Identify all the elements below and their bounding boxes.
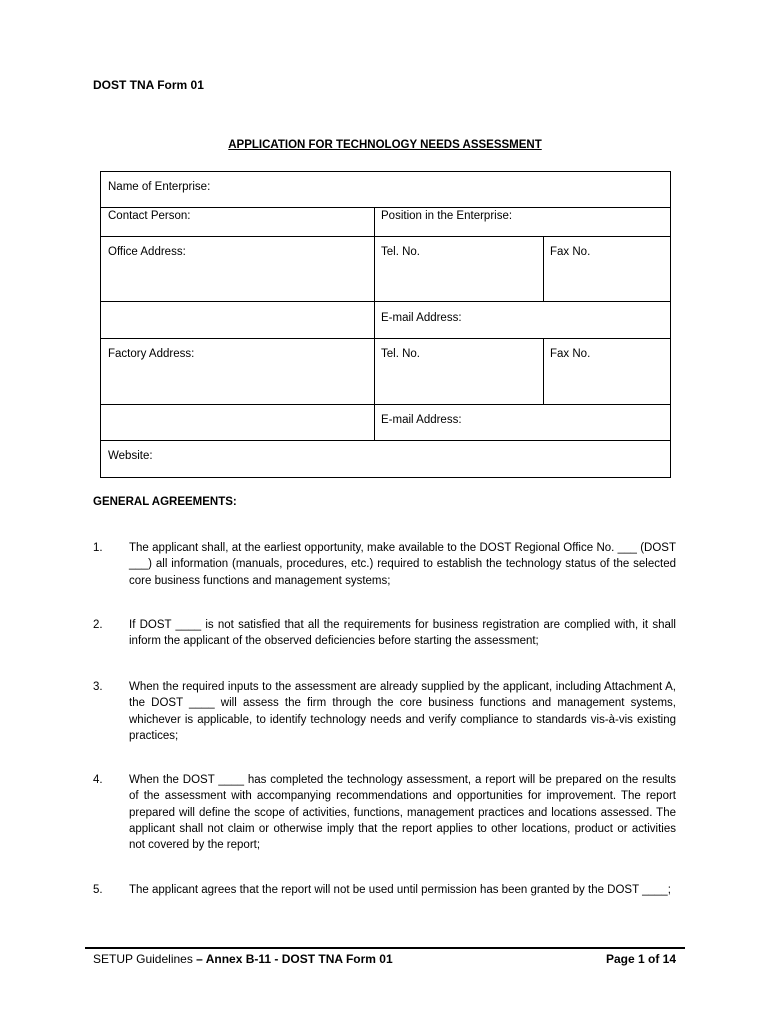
agreement-number: 4.: [93, 774, 103, 786]
table-rule: [101, 301, 374, 302]
table-rule: [101, 440, 670, 441]
agreement-text: When the DOST ____ has completed the technology assessment, a report will be prepared on the results of the assessment with accompanying recommendations and opportunities for improvement. The report prepared will define the scope of activities, functions, management practices and locations assessed. The applicant shall not claim or otherwise imply that the report applies to other locations, product or activities not covered by the report;: [129, 774, 676, 852]
agreement-item: [93, 772, 676, 853]
form-id: DOST TNA Form 01: [93, 78, 204, 92]
page-number: Page 1 of 14: [605, 952, 676, 966]
contact-person-field[interactable]: Contact Person:: [108, 210, 191, 222]
agreement-item: [93, 882, 676, 898]
agreement-number: 1.: [93, 542, 103, 554]
agreement-item: [93, 540, 676, 589]
agreement-text: The applicant agrees that the report will not be used until permission has been granted by the DOST ____;: [129, 884, 671, 896]
table-rule: [101, 404, 374, 405]
agreement-text: If DOST ____ is not satisfied that all the requirements for business registration are complied with, it shall inform the applicant of the observed deficiencies before starting the assessment;: [129, 619, 676, 648]
table-rule: [374, 404, 670, 405]
website-field[interactable]: Website:: [108, 450, 153, 462]
name-of-enterprise-field[interactable]: Name of Enterprise:: [108, 181, 211, 193]
factory-tel-field[interactable]: Tel. No.: [381, 348, 420, 360]
footer-ref-plain: SETUP Guidelines: [93, 952, 197, 966]
office-tel-field[interactable]: Tel. No.: [381, 246, 420, 258]
agreement-item: [93, 617, 676, 650]
factory-fax-field[interactable]: Fax No.: [550, 348, 591, 360]
enterprise-info-table: [100, 171, 671, 478]
table-rule: [374, 207, 375, 440]
agreement-item: [93, 679, 676, 744]
agreement-number: 3.: [93, 681, 103, 693]
office-address-field[interactable]: Office Address:: [108, 246, 186, 258]
table-rule: [101, 236, 670, 237]
table-rule: [101, 207, 670, 208]
agreement-text: When the required inputs to the assessment are already supplied by the applicant, including Attachment A, the DOST ____ will assess the firm through the core business functions and management systems, whichever is applicable, to identify technology needs and verify compliance to standards vis-à-vis existing practices;: [129, 681, 676, 742]
agreement-number: 5.: [93, 884, 103, 896]
factory-email-field[interactable]: E-mail Address:: [381, 414, 462, 426]
table-rule: [543, 236, 544, 301]
office-fax-field[interactable]: Fax No.: [550, 246, 591, 258]
office-email-field[interactable]: E-mail Address:: [381, 312, 462, 324]
general-agreements-heading: GENERAL AGREEMENTS:: [93, 496, 237, 508]
table-rule: [374, 301, 670, 302]
table-rule: [543, 338, 544, 404]
footer-ref-bold: – Annex B-11 - DOST TNA Form 01: [196, 952, 393, 966]
position-field[interactable]: Position in the Enterprise:: [381, 210, 513, 222]
footer-document-ref: [93, 952, 393, 966]
agreement-text: The applicant shall, at the earliest opportunity, make available to the DOST Regional Office No. ___ (DOST ___) all information (manuals, procedures, etc.) required to establish the technology status of the selected core business functions and management systems;: [129, 542, 676, 587]
footer-divider: [85, 947, 685, 949]
table-rule: [101, 338, 670, 339]
page-title: APPLICATION FOR TECHNOLOGY NEEDS ASSESSMENT: [228, 139, 542, 151]
agreement-number: 2.: [93, 619, 103, 631]
factory-address-field[interactable]: Factory Address:: [108, 348, 195, 360]
